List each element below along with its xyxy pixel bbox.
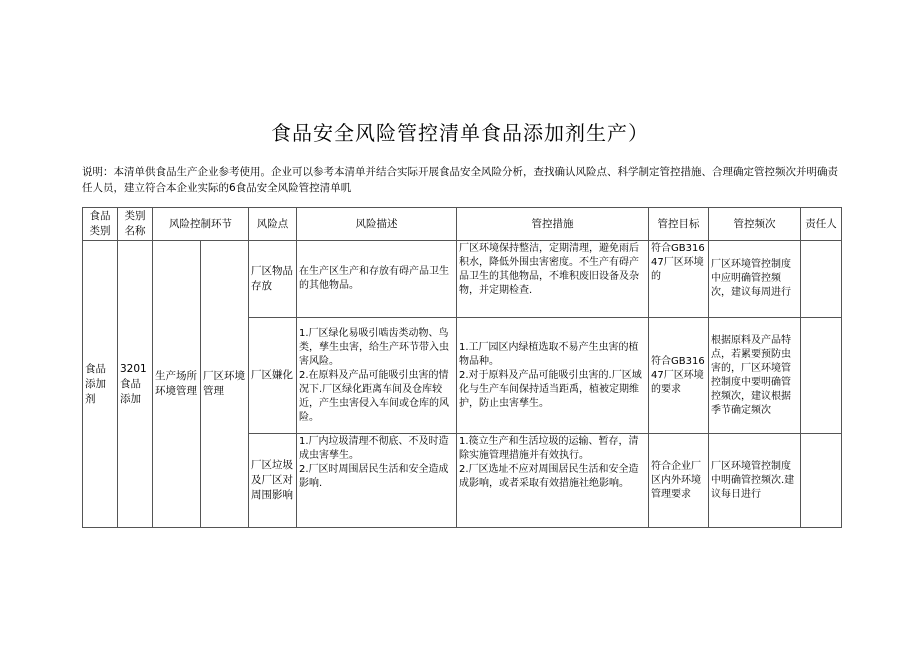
measure-line: 2.对于原料及产品可能吸引虫害的.厂区域化与生产车间保持适当距禹，植被定期维护，防止虫害孳生。 xyxy=(459,369,642,409)
measure-line: 1.工厂园区内绿植选取不易产生虫害的植物品种。 xyxy=(459,341,639,367)
category-name-cell: 3201食品添加 xyxy=(118,241,153,528)
control-frequency-cell: 厂区环境管控制度中明确管控频次.建议每日进行 xyxy=(709,434,801,528)
measure-line: 厂区环境保持整洁，定期清理，避免雨后积水，降低外围虫害密度。不生产有碍产品卫生的其他物品，不堆积废旧设备及杂物，并定期检查. xyxy=(459,243,639,296)
description-line: 在生产区生产和存放有碍产品卫生的其他物品。 xyxy=(299,266,449,291)
control-measures-cell xyxy=(457,434,649,528)
risk-control-table xyxy=(82,207,842,528)
stage-cell-2: 厂区环境管理 xyxy=(201,241,249,528)
header-control-frequency: 管控频次 xyxy=(709,208,801,241)
risk-point-cell: 厂区物品存放 xyxy=(249,241,297,318)
food-category-cell: 食品添加剂 xyxy=(83,241,118,528)
measure-line: 1.篌立生产和生活垃圾的运输、暂存，清除实施管理措施并有效执行。 xyxy=(459,436,639,461)
control-target-cell: 符合GB31647厂区环境的要求 xyxy=(649,318,709,434)
header-category-name: 类别名称 xyxy=(118,208,153,241)
description-line: 1.厂区绿化易吸引啮齿类动物、鸟类，孳生虫害，给生产环节带入虫害风险。 xyxy=(299,327,449,367)
header-food-category: 食品类别 xyxy=(83,208,118,241)
control-target-cell: 符合企业厂区内外环境管理要求 xyxy=(649,434,709,528)
risk-point-cell: 厂区嫌化 xyxy=(249,318,297,434)
header-responsible: 责任人 xyxy=(801,208,842,241)
control-frequency-cell: 根据原料及产品特点，若累要预防虫害的，厂区环境管控制度中要明确管控频次，建议根据季节确定频次 xyxy=(709,318,801,434)
risk-description-cell xyxy=(297,241,457,318)
risk-description-cell xyxy=(297,318,457,434)
header-control-target: 管控目标 xyxy=(649,208,709,241)
header-control-measures: 管控措施 xyxy=(457,208,649,241)
responsible-cell xyxy=(801,434,842,528)
description-line: 2.厂区时周围居民生活和安全造成影响. xyxy=(299,464,449,489)
note-text: 说明：本清单供食品生产企业参考使用。企业可以参考本清单并结合实际开展食品安全风险分析，查找确认风险点、科学制定管控措施、合理确定管控频次并明确责任人员，建立符合本企业实际的6食品安全风险管控清单叽 xyxy=(82,166,838,194)
table-row xyxy=(83,241,842,318)
header-row xyxy=(83,208,842,241)
header-risk-point: 风险点 xyxy=(249,208,297,241)
risk-description-cell xyxy=(297,434,457,528)
header-risk-description: 风险描述 xyxy=(297,208,457,241)
control-target-cell: 符合GB31647厂区环境的 xyxy=(649,241,709,318)
control-frequency-cell: 厂区环境管控制度中应明确管控频次，建议每周进行 xyxy=(709,241,801,318)
control-measures-cell xyxy=(457,318,649,434)
control-measures-cell xyxy=(457,241,649,318)
description-line: 2.在原料及产品可能吸引虫害的情况下.厂区绿化距离车间及仓库较近，产生虫害侵入车间或仓库的风险。 xyxy=(299,369,449,423)
measure-line: 2.厂区选址不应对周围居民生活和安全造成影响，或者采取有效措施社绝影响。 xyxy=(459,464,639,489)
stage-cell-1: 生产场所环境管理 xyxy=(153,241,201,528)
page-title: 食品安全风险管控清单食品添加剂生产） xyxy=(271,121,649,145)
responsible-cell xyxy=(801,318,842,434)
risk-point-cell: 厂区垃圾及厂区对周围影响 xyxy=(249,434,297,528)
responsible-cell xyxy=(801,241,842,318)
header-risk-control-stage: 风险控制环节 xyxy=(153,208,249,241)
description-line: 1.厂内垃圾清理不彻底、不及时造成虫害孳生。 xyxy=(299,436,449,461)
